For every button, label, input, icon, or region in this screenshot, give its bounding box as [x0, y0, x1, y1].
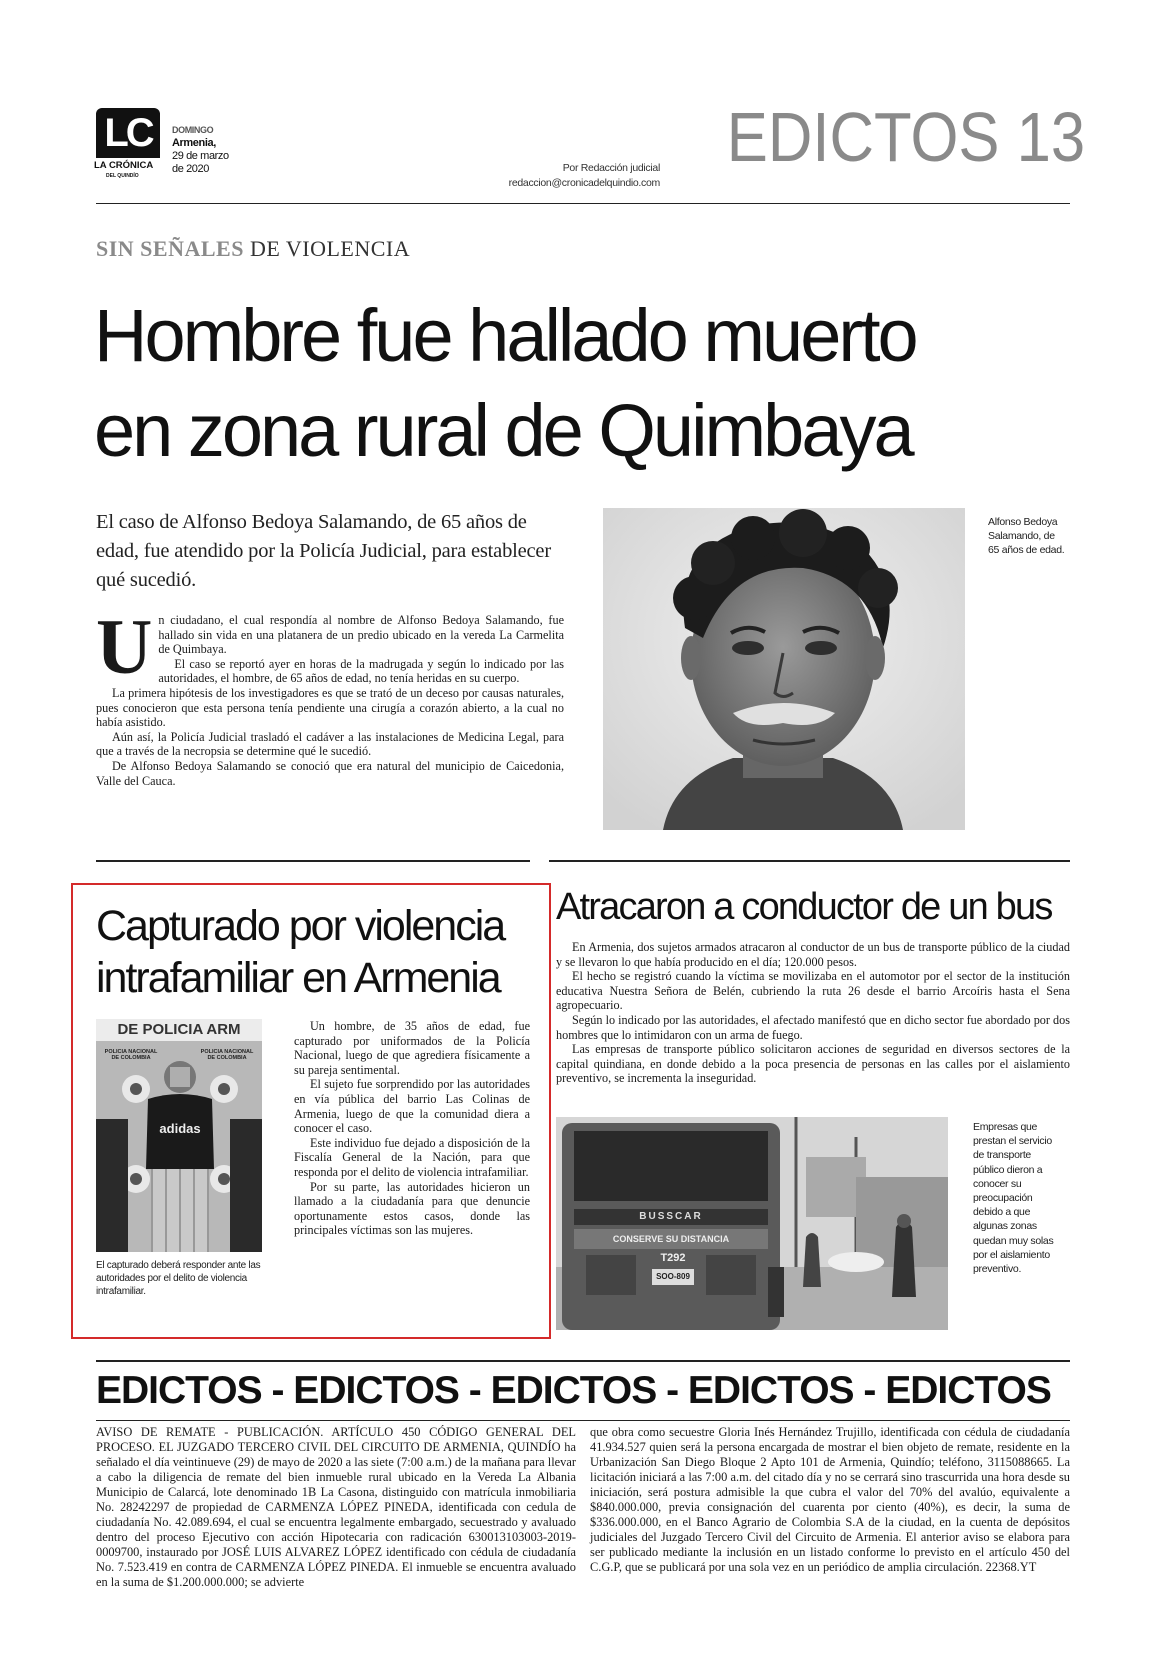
capture-caption: El capturado deberá responder ante las autoridades por el delito de violencia intrafamiliar. — [96, 1260, 261, 1297]
date-city: Armenia, — [172, 137, 216, 149]
main-paragraph-2: El caso se reportó ayer en horas de la madrugada y según lo indicado por las autoridades, el hombre, de 65 años de edad, no tenía heridas en su cuerpo. — [158, 656, 564, 686]
section-title — [726, 92, 1086, 182]
divider-left — [96, 860, 530, 862]
main-paragraph-5: De Alfonso Bedoya Salamando se conoció que era natural del municipio de Caicedonia, Valle del Cauca. — [96, 758, 564, 788]
capture-paragraph-4: Por su parte, las autoridades hicieron un llamado a la ciudadanía para que denuncie oportunamente estos casos, donde las principales víctimas son las mujeres. — [294, 1179, 530, 1238]
section-name: EDICTOS — [726, 98, 1000, 176]
capture-badge-left: POLICIA NACIONAL DE COLOMBIA — [104, 1049, 158, 1061]
bus-paragraph-2: El hecho se registró cuando la víctima se movilizaba en el automotor por el sector de la institución educativa Nuestra Señora de Belén, cubriendo la ruta 26 desde el barrio Arcoíris hasta el Sena agropecuario. — [556, 969, 1070, 1013]
date-day: DOMINGO — [172, 125, 214, 135]
edictos-column-2 — [590, 1425, 1070, 1575]
capture-headline-line1: Capturado por violencia — [96, 902, 505, 950]
portrait-caption: Alfonso Bedoya Salamando, de 65 años de edad. — [988, 516, 1065, 556]
capture-paragraph-3: Este individuo fue dejado a disposición de la Fiscalía General de la Nación, para que responda por el delito de violencia intrafamiliar. — [294, 1135, 530, 1179]
bus-plate: SOO-809 — [656, 1272, 690, 1281]
bus-brand: BUSSCAR — [639, 1211, 703, 1222]
page-number: 13 — [1016, 98, 1086, 176]
capture-paragraph-2: El sujeto fue sorprendido por las autoridades en vía pública del barrio Las Colinas de Armenia, luego de que la comunidad diera a conocer el caso. — [294, 1077, 530, 1136]
capture-headline — [96, 900, 556, 1004]
logo-name: LA CRÓNICA — [94, 160, 154, 171]
edictos-column-1 — [96, 1425, 576, 1590]
bus-paragraph-4: Las empresas de transporte público solicitaron acciones de seguridad en diversos sectores de la capital quindiana, en donde debido a la poca presencia de personas en las calles por el aislamiento preventivo, se incrementa la inseguridad. — [556, 1042, 1070, 1086]
edictos-banner: EDICTOS - EDICTOS - EDICTOS - EDICTOS - EDICTOS — [96, 1369, 1051, 1412]
kicker-rest: DE VIOLENCIA — [243, 236, 411, 261]
logo-sub: DEL QUINDÍO — [106, 173, 139, 179]
capture-shirt-text: adidas — [159, 1121, 201, 1136]
capture-photo — [96, 1019, 262, 1252]
edicto-text-2: que obra como secuestre Gloria Inés Hernández Trujillo, identificada con cédula de ciudadanía 41.934.527 quien será la persona encargada de mostrar el bien objeto de remate, residente en la Urbanización San Diego Bloque 2 Apto 101 de Armenia, Quindío; teléfono, 3115088665. La licitación iniciará a las 7:00 a.m. del citado día y no se cerrará sino trascurrida una hora desde su iniciación, será postura admisible la que cubra el valor del 70% del avalúo, equivalente a $840.000.000, previa consignación del cuarenta por ciento (40%), es decir, la suma de $336.000.000, en el Banco Agrario de Colombia S.A de la ciudad, en la cuenta de depósitos judiciales del Juzgado Tercero Civil del Circuito de Armenia. El anterior aviso se elabora para ser publicado mediante la inclusión en un listado conforme lo previsto en el artículo 450 del C.G.P, que se publicará por una sola vez en un periódico de amplia circulación. 22368.YT — [590, 1425, 1070, 1574]
capture-body — [294, 1019, 530, 1238]
kicker — [96, 236, 410, 262]
logo-letters: LC — [96, 108, 160, 158]
main-paragraph-4: Aún así, la Policía Judicial trasladó el cadáver a las instalaciones de Medicina Legal, para que a través de la necropsia se determine qué le sucedió. — [96, 729, 564, 759]
bus-paragraph-3: Según lo indicado por las autoridades, el afectado manifestó que en dicho sector fue abordado por dos hombres que lo intimidaron con un arma de fuego. — [556, 1012, 1070, 1042]
main-headline — [94, 288, 1094, 478]
main-body — [96, 603, 564, 788]
main-headline-line1: Hombre fue hallado muerto — [94, 294, 916, 377]
date-line2: de 2020 — [172, 163, 209, 175]
edictos-bottom-rule — [96, 1420, 1070, 1421]
bus-caption: Empresas que prestan el servicio de transporte público dieron a conocer su preocupación debido a que algunas zonas quedan muy solas por el aislamiento preventivo. — [973, 1121, 1054, 1276]
masthead-rule — [96, 203, 1070, 204]
edictos-top-rule — [96, 1360, 1070, 1362]
capture-headline-line2: intrafamiliar en Armenia — [96, 954, 500, 1002]
byline-email: redaccion@cronicadelquindio.com — [508, 177, 660, 189]
main-lead: El caso de Alfonso Bedoya Salamando, de 65 años de edad, fue atendido por la Policía Judicial, para establecer qué sucedió. — [96, 511, 551, 591]
logo — [96, 108, 160, 184]
divider-right — [549, 860, 1070, 862]
portrait-illustration — [603, 508, 965, 830]
date-block — [172, 124, 262, 176]
masthead — [0, 0, 1153, 210]
date-line1: 29 de marzo — [172, 150, 229, 162]
capture-paragraph-1: Un hombre, de 35 años de edad, fue capturado por uniformados de la Policía Nacional, luego de que agrediera físicamente a su pareja sentimental. — [294, 1019, 530, 1077]
bus-route: T292 — [660, 1252, 686, 1264]
bus-sign: CONSERVE SU DISTANCIA — [612, 1234, 730, 1244]
capture-badge-right: POLICIA NACIONAL DE COLOMBIA — [200, 1049, 254, 1061]
capture-photo-banner: DE POLICIA ARM — [117, 1021, 241, 1038]
portrait-photo — [603, 508, 965, 830]
drop-cap: U — [96, 603, 153, 690]
bus-paragraph-1: En Armenia, dos sujetos armados atracaron al conductor de un bus de transporte público de la ciudad y se llevaron lo que había producido en el día; 120.000 pesos. — [556, 940, 1070, 969]
main-paragraph-1: n ciudadano, el cual respondía al nombre de Alfonso Bedoya Salamando, fue hallado sin vida en una platanera de un predio ubicado en la vereda La Carmelita de Quimbaya. — [158, 613, 564, 657]
byline: Por Redacción judicial — [562, 162, 660, 174]
edicto-text-1: AVISO DE REMATE - PUBLICACIÓN. ARTÍCULO 450 CÓDIGO GENERAL DEL PROCESO. EL JUZGADO TERCERO CIVIL DEL CIRCUITO DE ARMENIA, QUINDÍO ha señalado el día veintinueve (29) de mayo de 2020 a las siete (7:00 a.m.) de la mañana para llevar a cabo la diligencia de remate del bien inmueble rural ubicado en la Vereda La Albania Municipio de Calarcá, lote denominado 1B La Casona, distinguido con matrícula inmobiliaria No. 28242297 de propiedad de CARMENZA LÓPEZ PINEDA, identificada con cedula de ciudadanía No. 42.089.694, el cual se encuentra legalmente embargado, secuestrado y avaluado dentro del proceso Ejecutivo con acción Hipotecaria con radicación 630013103003-2019-0009700, instaurado por JOSÉ LUIS ALVAREZ LÓPEZ identificado con cédula de ciudadanía No. 7.523.419 en contra de CARMENZA LÓPEZ PINEDA. El inmueble se encuentra avaluado en la suma de $1.200.000.000; se advierte — [96, 1425, 576, 1589]
kicker-bold: SIN SEÑALES — [96, 236, 244, 261]
byline-block — [440, 161, 660, 191]
main-paragraph-3: La primera hipótesis de los investigadores es que se trató de un deceso por causas naturales, pues conocieron que esta persona tenía pendiente una cirugía a corazón abierto, a la cual no había asistido. — [96, 685, 564, 730]
main-headline-line2: en zona rural de Quimbaya — [94, 389, 912, 472]
bus-headline: Atracaron a conductor de un bus — [556, 886, 1052, 928]
bus-photo — [556, 1117, 948, 1330]
bus-body — [556, 940, 1070, 1086]
